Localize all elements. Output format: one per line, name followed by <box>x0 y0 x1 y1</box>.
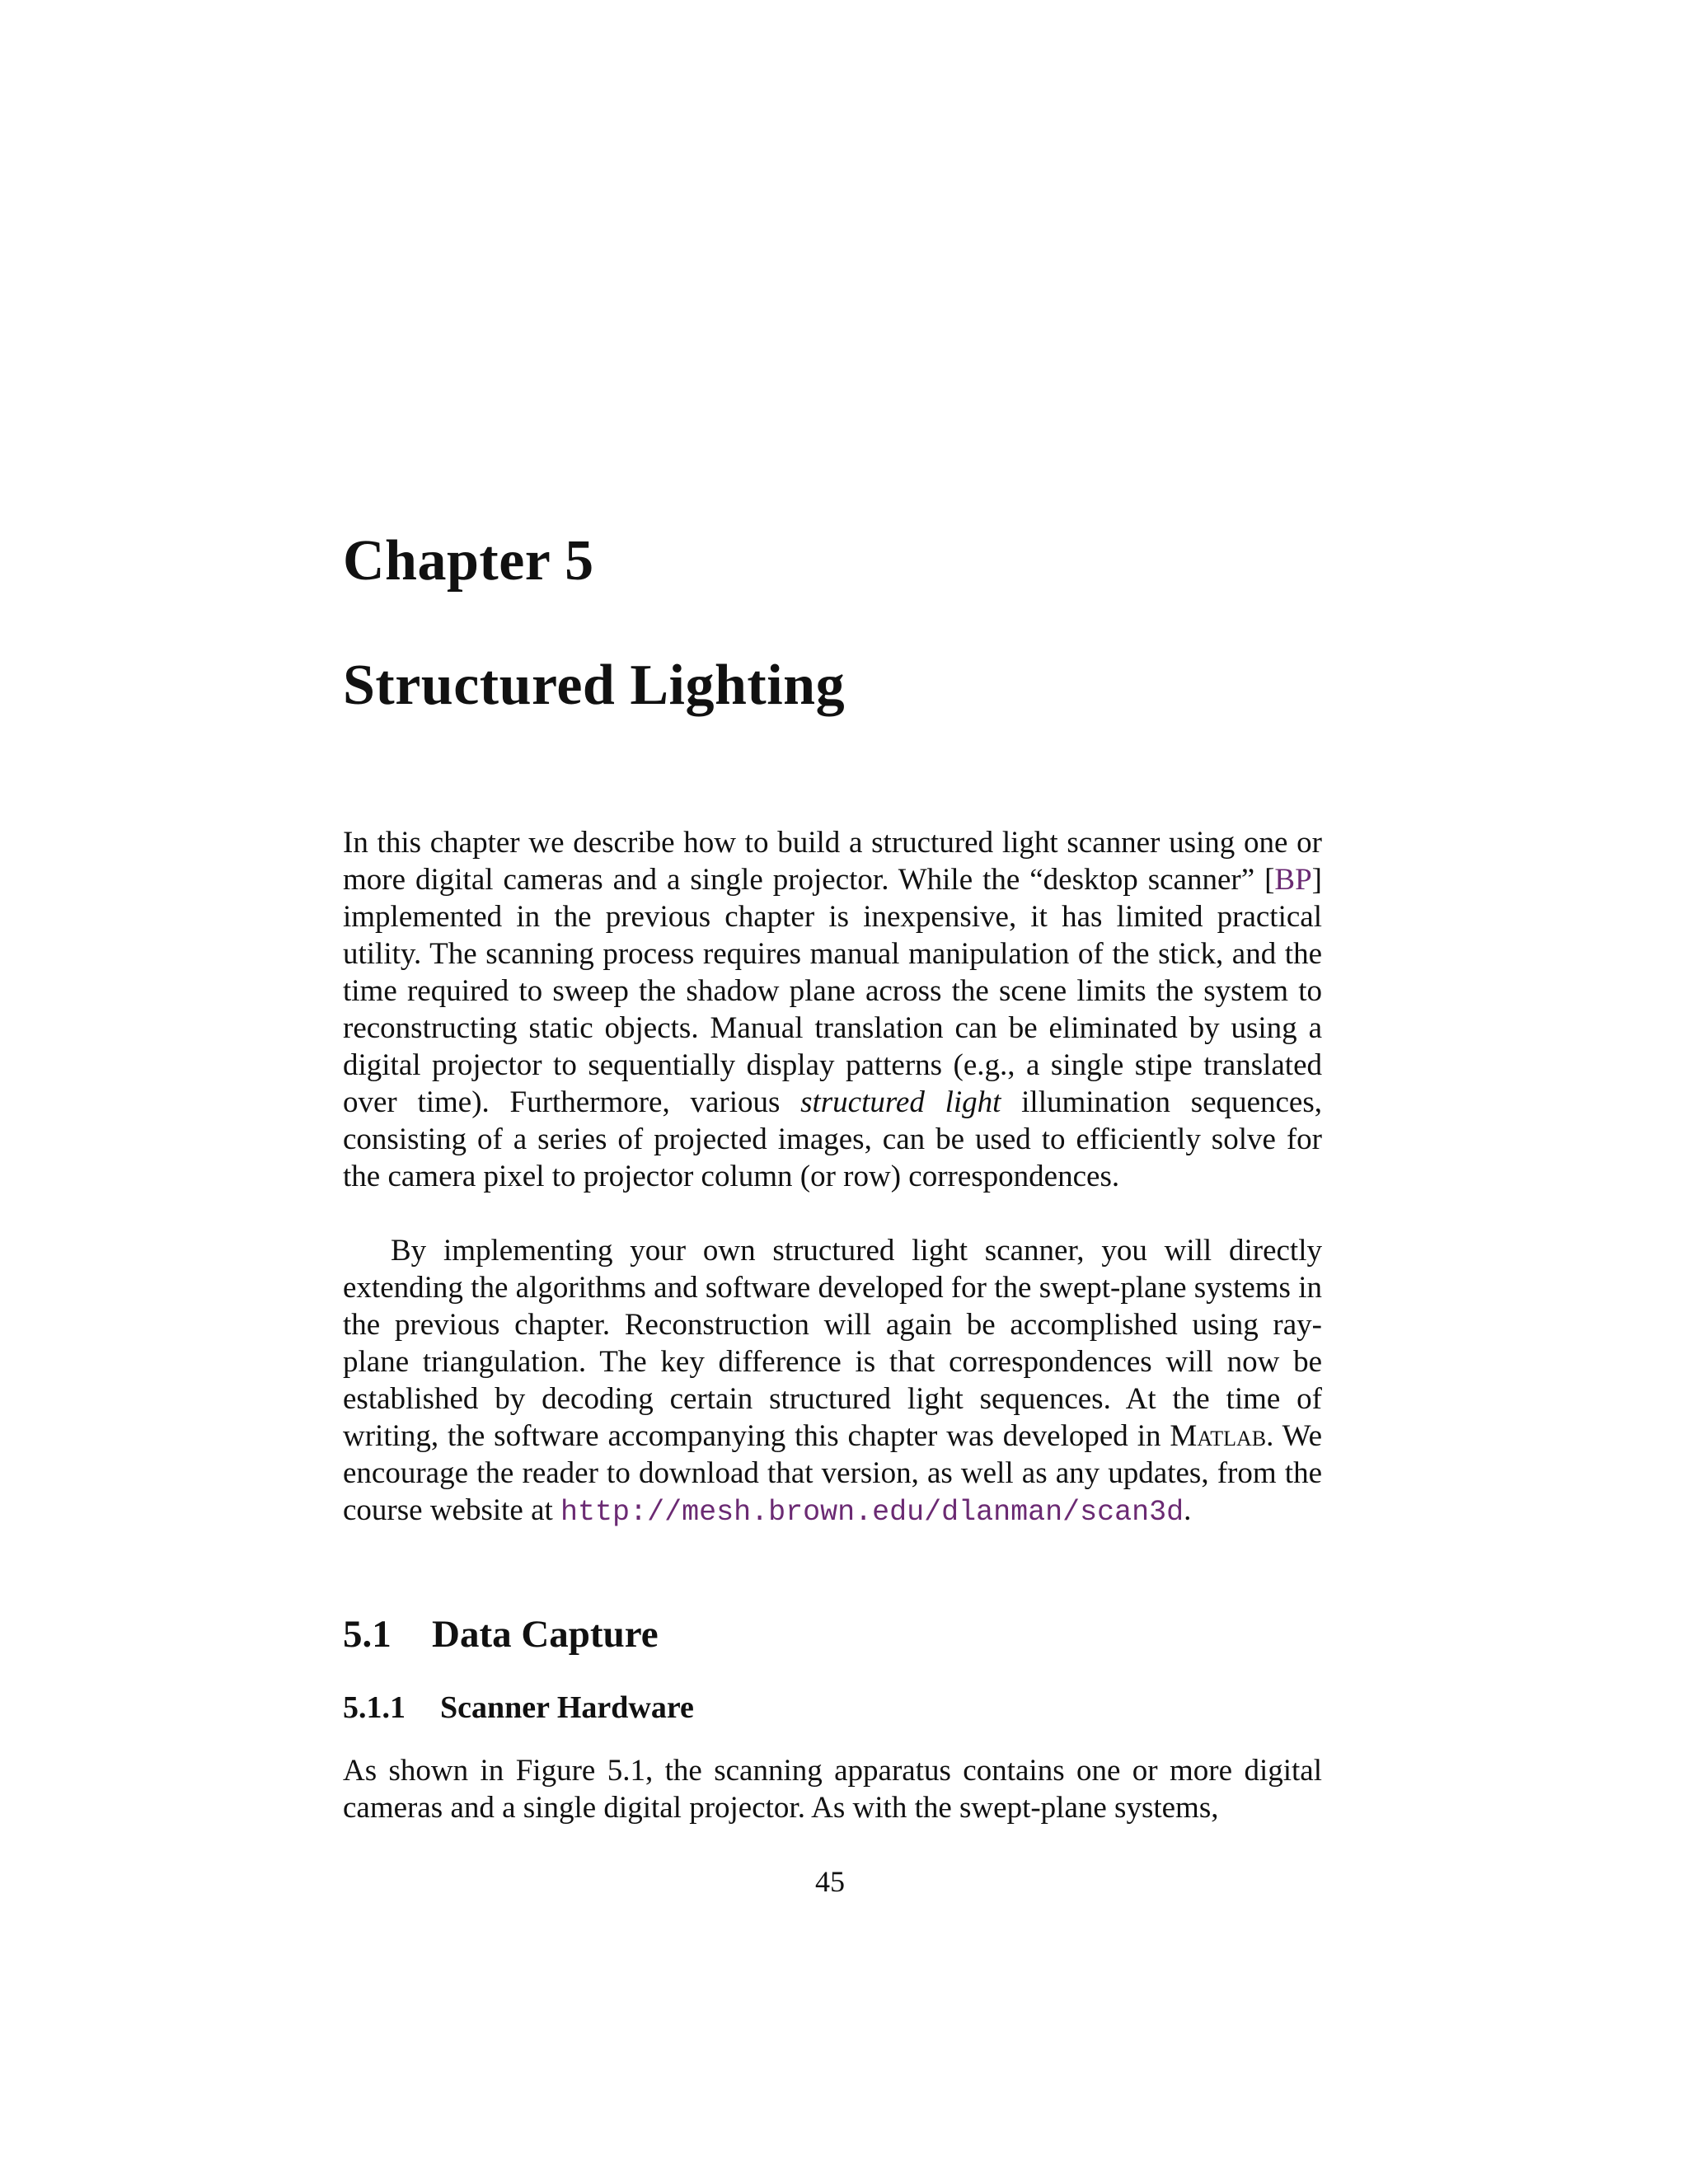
chapter-label: Chapter 5 <box>343 529 594 593</box>
second-text-1: By implementing your own structured light scanner, you will directly extending the algorithms and software developed for the swept-plane systems in the previous chapter. Reconstruction will again be accomplished using ray-plane triangulation. The key difference is that correspondences will now be established by decoding certain structured light sequences. At the time of writing, the software accompanying this chapter was developed in <box>343 1234 1322 1453</box>
subsection-heading <box>343 1692 694 1723</box>
subsection-title: Scanner Hardware <box>440 1690 694 1725</box>
intro-text-3: illumination sequences, consisting of a series of projected images, can be used to efficiently solve for the camera pixel to projector column (or row) correspondences. <box>343 1085 1322 1193</box>
subsection-number: 5.1.1 <box>343 1690 406 1725</box>
second-text-2: . We encourage the reader to download that version, as well as any updates, from the course website at <box>343 1419 1322 1527</box>
second-text-3: . <box>1184 1493 1192 1527</box>
intro-paragraph <box>343 824 1322 1195</box>
course-website-link[interactable]: http://mesh.brown.​edu/dlanman/scan3d <box>560 1496 1184 1529</box>
emphasis-structured-light: structured light <box>800 1085 1001 1119</box>
section-heading <box>343 1615 659 1654</box>
page-number: 45 <box>815 1865 845 1898</box>
chapter-title: Structured Lighting <box>343 654 846 717</box>
section-number: 5.1 <box>343 1613 392 1656</box>
second-paragraph <box>343 1232 1322 1531</box>
section-title: Data Capture <box>432 1613 659 1656</box>
intro-text-1: In this chapter we describe how to build a structured light scanner using one or more digital cameras and a single projector. While the “desktop scanner” [ <box>343 826 1322 897</box>
hardware-paragraph: As shown in Figure 5.1, the scanning apparatus contains one or more digital cameras and a single digital projector. As with the swept-plane systems, <box>343 1754 1322 1825</box>
intro-text-2: ] implemented in the previous chapter is inexpensive, it has limited practical utility. The scanning process requires manual manipulation of the stick, and the time required to sweep the shadow plane across the scene limits the system to reconstructing static objects. Manual translation can be eliminated by using a digital projector to sequentially display patterns (e.g., a single stipe translated over time). Furthermore, various <box>343 863 1322 1119</box>
citation-link-bp[interactable]: BP <box>1274 863 1312 897</box>
matlab-smallcaps: Matlab <box>1170 1419 1267 1453</box>
